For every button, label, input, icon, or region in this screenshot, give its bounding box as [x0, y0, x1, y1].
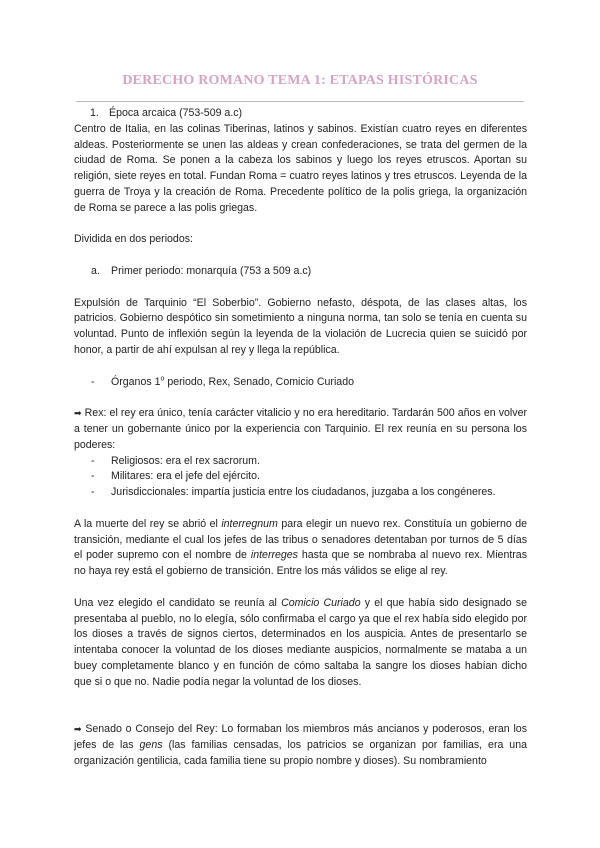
italic-term: Comicio Curiado: [281, 596, 361, 609]
paragraph-comicio: [74, 596, 527, 691]
paragraph-senado: [74, 722, 527, 769]
paragraph-rex: [74, 406, 527, 453]
paragraph-origins: Centro de Italia, en las colinas Tiberinas, latinos y sabinos. Existían cuatro reyes en diferentes aldeas. Posteriormente se unen las aldeas y crean confederaciones, se trata del germen de la ciudad de Roma. Se ponen a la cabeza los sabinos y luego los reyes etruscos. Aportan su religión, siete reyes en total. Fundan Roma = cuatro reyes latinos y tres etruscos. Leyenda de la guerra de Troya y la creación de Roma. Precedente político de la polis griega, la organización de Roma se parece a las polis griegas.: [74, 122, 527, 214]
list-item-text: Jurisdiccionales: impartía justicia entre los ciudadanos, juzgaba a los congéneres.: [111, 486, 496, 499]
section-heading: [90, 106, 527, 122]
ordinal-superscript: o: [160, 375, 165, 383]
text-run: A la muerte del rey se abrió el: [74, 517, 222, 530]
list-dash: -: [91, 454, 95, 467]
arrow-right-icon: ➡: [74, 408, 82, 419]
list-item: [91, 485, 527, 501]
text-run: hasta que se nombraba al nuevo rex. Mientras no haya rey está el gobierno de transición. Entre los más válidos se elige al rey.: [74, 549, 527, 578]
text-run: (las familias censadas, los patricios se organizan por familias, era una organización gentilicia, cada familia tiene su propio nombre y dioses). Su nombramiento: [74, 738, 527, 767]
powers-list: [74, 454, 527, 501]
italic-term: gens: [139, 738, 163, 751]
paragraph-tarquinio: Expulsión de Tarquinio “El Soberbio”. Gobierno nefasto, déspota, de las clases altas, los patricios. Gobierno despótico sin sometimiento a ninguna norma, tan solo se tenía en cuenta su voluntad. Punto de inflexión según la leyenda de la violación de Lucrecia quien se suicidó por honor, a partir de ahí expulsan al rey y llega la república.: [74, 296, 527, 356]
list-dash: -: [91, 375, 95, 388]
subsection-heading: [91, 264, 527, 280]
paragraph-periods-intro: Dividida en dos periodos:: [74, 233, 193, 246]
organs-text-a: Órganos 1: [111, 375, 161, 388]
italic-term: interregnum: [221, 517, 278, 530]
text-run: y el que había sido designado se presentaba al pueblo, no lo elegía, sólo confirmaba el cargo ya que el rex había sido elegido por los dioses a través de signos ciertos, determinados en los auspicia. Antes de presentarlo se intentaba conocer la voluntad de los dioses mediante auspicios, normalmente se mataba a un buey completamente blanco y en función de cómo saltaba la sangre los dioses habían dicho que si o que no. Nadie podía negar la voluntad de los dioses.: [74, 596, 527, 688]
text-run: Senado o Consejo del Rey: Lo formaban los miembros más ancianos y poderosos, eran los jefes de las: [74, 723, 527, 751]
paragraph-rex-text: Rex: el rey era único, tenía carácter vitalicio y no era hereditario. Tardarán 500 años en volver a tener un gobernante único por la experiencia con Tarquinio. El rex reunía en su persona los poderes:: [74, 407, 527, 451]
arrow-right-icon: ➡: [74, 724, 82, 735]
list-item-text: Religiosos: era el rex sacrorum.: [111, 454, 260, 467]
text-run: para elegir un nuevo rex. Constituía un gobierno de transición, mediante el cual los jefes de las tribus o senadores detentaban por turnos de 5 días el poder supremo con el nombre de: [74, 517, 527, 562]
organs-text-b: periodo, Rex, Senado, Comicio Curiado: [164, 375, 354, 388]
title-divider: [76, 101, 524, 102]
document-title: DERECHO ROMANO TEMA 1: ETAPAS HISTÓRICAS: [122, 73, 478, 88]
paragraph-interregnum: [74, 517, 527, 580]
list-item: [91, 469, 527, 485]
list-item: [91, 454, 527, 470]
list-item-text: Militares: era el jefe del ejército.: [111, 470, 260, 483]
section-number: 1.: [90, 107, 99, 119]
section-heading-text: Época arcaica (753-509 a.c): [109, 107, 243, 119]
list-dash: -: [91, 486, 95, 499]
subsection-heading-text: Primer periodo: monarquía (753 a 509 a.c): [111, 264, 312, 277]
list-dash: -: [91, 470, 95, 483]
organs-list-item: [91, 375, 527, 391]
text-run: Una vez elegido el candidato se reunía al: [74, 596, 282, 609]
italic-term: interreges: [250, 549, 298, 562]
document-body: [74, 106, 527, 769]
subsection-letter: a.: [91, 264, 100, 277]
